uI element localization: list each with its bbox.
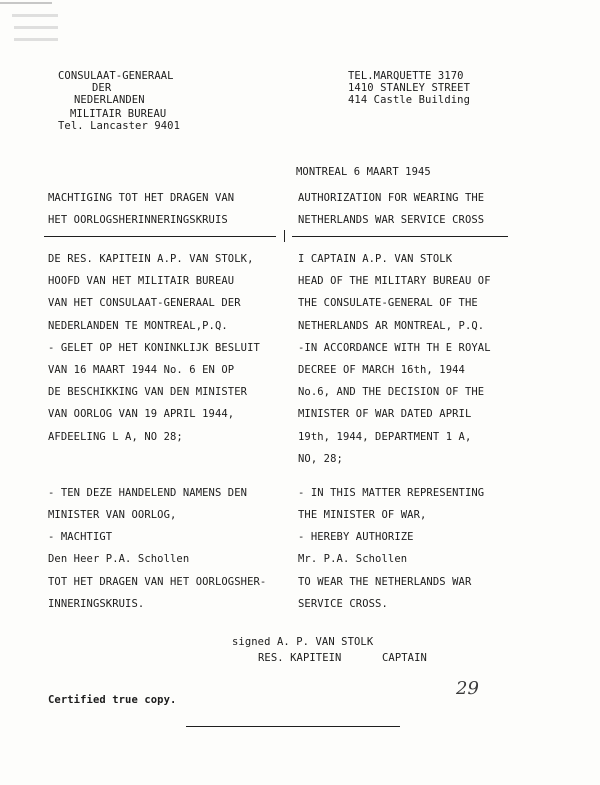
handwritten-page-number: 29: [456, 678, 480, 699]
body-left-line: NEDERLANDEN TE MONTREAL,P.Q.: [48, 319, 228, 332]
stamp-smudge: [14, 38, 58, 41]
body-left-line: DE RES. KAPITEIN A.P. VAN STOLK,: [48, 253, 254, 265]
header-left-line-3: NEDERLANDEN: [74, 94, 145, 106]
body-right-line: MINISTER OF WAR DATED APRIL: [298, 408, 472, 421]
body-left-line: - TEN DEZE HANDELEND NAMENS DEN: [48, 486, 248, 499]
header-left-line-5: Tel. Lancaster 9401: [58, 120, 181, 132]
body-right-line: I CAPTAIN A.P. VAN STOLK: [298, 253, 453, 265]
certified-true-copy: Certified true copy.: [48, 694, 177, 706]
body-right-line: - IN THIS MATTER REPRESENTING: [298, 486, 485, 499]
body-right-line: DECREE OF MARCH 16th, 1944: [298, 363, 465, 376]
body-right-line: 19th, 1944, DEPARTMENT 1 A,: [298, 430, 472, 443]
body-left-line: DE BESCHIKKING VAN DEN MINISTER: [48, 386, 248, 399]
body-left-column: [48, 248, 266, 615]
title-left-line-1: MACHTIGING TOT HET DRAGEN VAN: [48, 192, 235, 204]
body-left-line: VAN OORLOG VAN 19 APRIL 1944,: [48, 408, 235, 421]
body-left-line: - GELET OP HET KONINKLIJK BESLUIT: [48, 341, 260, 354]
body-left-line: AFDEELING L A, NO 28;: [48, 430, 183, 443]
signature-line-1: signed A. P. VAN STOLK: [232, 636, 374, 648]
header-left-line-2: DER: [92, 82, 112, 94]
divider-right: [292, 236, 508, 237]
body-right-line: NETHERLANDS AR MONTREAL, P.Q.: [298, 319, 485, 332]
stamp-smudge: [14, 26, 58, 29]
body-right-line: HEAD OF THE MILITARY BUREAU OF: [298, 275, 491, 288]
body-left-line: TOT HET DRAGEN VAN HET OORLOGSHER-: [48, 575, 267, 588]
body-right-line: TO WEAR THE NETHERLANDS WAR: [298, 575, 472, 588]
body-right-line: Mr. P.A. Schollen: [298, 553, 408, 566]
body-left-line: - MACHTIGT: [48, 531, 113, 544]
body-right-line: THE CONSULATE-GENERAL OF THE: [298, 297, 478, 310]
body-right-line: THE MINISTER OF WAR,: [298, 509, 427, 522]
header-right-line-1: TEL.MARQUETTE 3170: [348, 70, 464, 82]
header-left-line-4: MILITAIR BUREAU: [70, 108, 167, 120]
body-right-line: -IN ACCORDANCE WITH TH E ROYAL: [298, 341, 491, 354]
body-left-line: VAN 16 MAART 1944 No. 6 EN OP: [48, 363, 235, 376]
body-right-line: NO, 28;: [298, 452, 343, 465]
body-left-line: HOOFD VAN HET MILITAIR BUREAU: [48, 275, 235, 288]
body-left-line: VAN HET CONSULAAT-GENERAAL DER: [48, 297, 241, 310]
body-left-line: INNERINGSKRUIS.: [48, 597, 145, 610]
header-right-line-2: 1410 STANLEY STREET: [348, 82, 471, 94]
body-left-line: MINISTER VAN OORLOG,: [48, 509, 177, 522]
stamp-smudge: [0, 2, 52, 4]
body-right-line: No.6, AND THE DECISION OF THE: [298, 386, 485, 399]
signature-rank-en: CAPTAIN: [382, 652, 427, 664]
date-line: MONTREAL 6 MAART 1945: [296, 166, 431, 178]
title-right-line-1: AUTHORIZATION FOR WEARING THE: [298, 192, 485, 204]
header-left-line-1: CONSULAAT-GENERAAL: [58, 70, 174, 82]
body-left-line: Den Heer P.A. Schollen: [48, 553, 190, 566]
signature-rank-nl: RES. KAPITEIN: [258, 652, 342, 664]
divider-center-tick: [284, 230, 285, 242]
header-right-line-3: 414 Castle Building: [348, 94, 471, 106]
body-left-line: [48, 448, 266, 470]
divider-left: [44, 236, 276, 237]
body-right-column: [298, 248, 491, 615]
title-left-line-2: HET OORLOGSHERINNERINGSKRUIS: [48, 214, 228, 226]
body-right-line: SERVICE CROSS.: [298, 597, 388, 610]
bottom-signature-rule: [186, 726, 400, 727]
title-right-line-2: NETHERLANDS WAR SERVICE CROSS: [298, 214, 485, 226]
body-right-line: - HEREBY AUTHORIZE: [298, 531, 414, 544]
stamp-smudge: [12, 14, 58, 17]
